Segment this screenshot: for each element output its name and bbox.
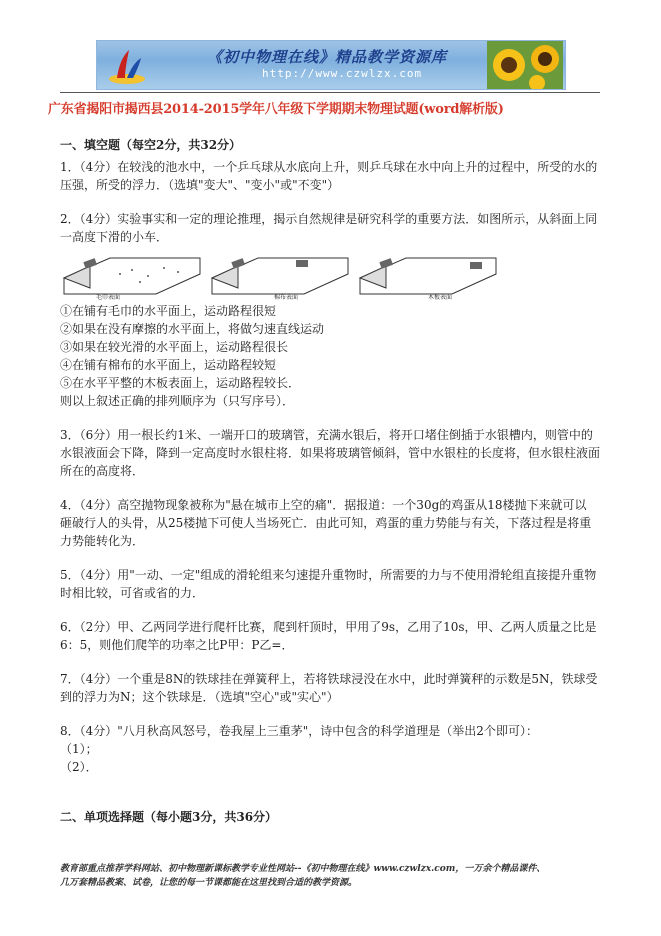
fig-label-board: 木板表面 bbox=[428, 294, 453, 300]
header-rule bbox=[60, 92, 600, 93]
footer-line: 教育部重点推荐学科网站、初中物理新课标教学专业性网站--《初中物理在线》www.czwlzx.com，一万余个精品课件、 bbox=[60, 864, 546, 874]
question-text: 则以上叙述正确的排列顺序为（只写序号）． bbox=[60, 394, 295, 408]
question-text: 8．（4分）"八月秋高风怒号，卷我屋上三重茅"，诗中包含的科学道理是（举出2个即可）： bbox=[60, 724, 538, 738]
question-7 bbox=[60, 670, 600, 706]
question-text: 力势能转化为． bbox=[60, 534, 145, 548]
section-heading-fill-blank: 一、填空题（每空2分，共32分） bbox=[60, 138, 242, 152]
question-text: 5．（4分）用"一动、一定"组成的滑轮组来匀速提升重物时，所需要的力与不使用滑轮组直接提升重物 bbox=[60, 568, 597, 582]
question-text: 时相比较，可省或省的力． bbox=[60, 586, 205, 600]
question-text: 到的浮力为N；这个铁球是．（选填"空心"或"实心"） bbox=[60, 690, 339, 704]
document-body bbox=[60, 136, 600, 830]
site-logo-icon bbox=[107, 46, 147, 86]
banner-url: http://www.czwlzx.com bbox=[262, 67, 423, 80]
document-title: 广东省揭阳市揭西县2014-2015学年八年级下学期期末物理试题(word解析版) bbox=[48, 102, 504, 117]
sunflower-image-icon bbox=[487, 41, 563, 89]
fig-label-towel: 毛巾表面 bbox=[96, 294, 121, 300]
question-text: 7．（4分）一个重是8N的铁球挂在弹簧秤上，若将铁球浸没在水中，此时弹簧秤的示数是5N，铁球受 bbox=[60, 672, 598, 686]
question-1 bbox=[60, 158, 600, 194]
footer-line: 几万套精品教案、试卷，让您的每一节课都能在这里找到合适的教学资源。 bbox=[60, 878, 358, 888]
option-item: ③如果在较光滑的水平面上，运动路程很长 bbox=[60, 340, 289, 354]
option-item: ②如果在没有摩擦的水平面上，将做匀速直线运动 bbox=[60, 322, 325, 336]
question-text: 1．（4分）在较浅的池水中，一个乒乓球从水底向上升，则乒乓球在水中向上升的过程中，所受的水的 bbox=[60, 160, 598, 174]
option-item: ④在铺有棉布的水平面上，运动路程较短 bbox=[60, 358, 277, 372]
question-text: 一高度下滑的小车． bbox=[60, 230, 169, 244]
question-text: 所在的高度将． bbox=[60, 464, 145, 478]
header-banner bbox=[96, 40, 566, 90]
question-text: 4．（4分）高空抛物现象被称为"悬在城市上空的痛"．据报道：一个30g的鸡蛋从18楼抛下来就可以 bbox=[60, 498, 587, 512]
question-4 bbox=[60, 496, 600, 550]
question-3 bbox=[60, 426, 600, 480]
section-heading-single-choice: 二、单项选择题（每小题3分，共36分） bbox=[60, 810, 278, 824]
answer-blank: （1）； bbox=[60, 742, 98, 756]
fig-label-cotton: 棉布表面 bbox=[274, 294, 299, 300]
question-5 bbox=[60, 566, 600, 602]
banner-title: 《初中物理在线》精品教学资源库 bbox=[207, 48, 448, 66]
ramp-panel-towel bbox=[64, 258, 200, 300]
question-text: 2．（4分）实验事实和一定的理论推理，揭示自然规律是研究科学的重要方法．如图所示，从斜面上同 bbox=[60, 212, 598, 226]
page-footer bbox=[60, 862, 610, 890]
question-text: 水银液面会下降，降到一定高度时水银柱将．如果将玻璃管倾斜，管中水银柱的长度将，但水银柱液面 bbox=[60, 446, 601, 460]
question-text: 砸破行人的头骨，从25楼抛下可使人当场死亡．由此可知，鸡蛋的重力势能与有关，下落过程是将重 bbox=[60, 516, 592, 530]
option-item: ⑤在水平平整的木板表面上，运动路程较长． bbox=[60, 376, 301, 390]
question-text: 压强，所受的浮力．（选填"变大"、"变小"或"不变"） bbox=[60, 178, 340, 192]
answer-blank: （2）． bbox=[60, 760, 98, 774]
question-text: 6．（2分）甲、乙两同学进行爬杆比赛，爬到杆顶时，甲用了9s，乙用了10s，甲、乙两人质量之比是 bbox=[60, 620, 597, 634]
question-8 bbox=[60, 722, 600, 776]
question-2 bbox=[60, 210, 600, 410]
question-text: 6：5，则他们爬竿的功率之比P甲：P乙=． bbox=[60, 638, 294, 652]
ramp-panel-cotton bbox=[212, 258, 348, 300]
option-item: ①在铺有毛巾的水平面上，运动路程很短 bbox=[60, 304, 277, 318]
question-text: 3．（6分）用一根长约1米、一端开口的玻璃管，充满水银后，将开口堵住倒插于水银槽内，则管中的 bbox=[60, 428, 593, 442]
ramp-panel-board bbox=[360, 258, 496, 300]
question-6 bbox=[60, 618, 600, 654]
ramp-experiment-figure bbox=[60, 248, 500, 300]
